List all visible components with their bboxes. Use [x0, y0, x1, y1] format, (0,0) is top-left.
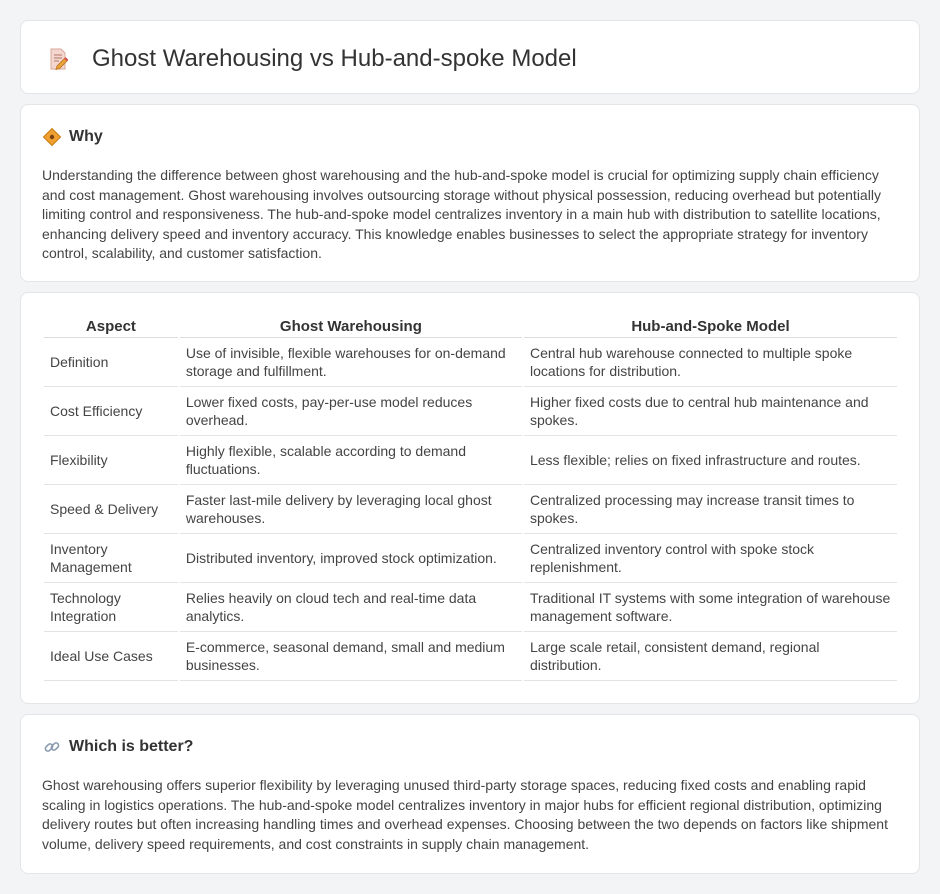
table-row: [44, 583, 897, 632]
table-row: [44, 632, 897, 681]
hub-cell: Traditional IT systems with some integration of warehouse management software.: [524, 583, 897, 632]
hub-cell: Less flexible; relies on fixed infrastructure and routes.: [524, 436, 897, 485]
aspect-cell: Ideal Use Cases: [44, 632, 178, 681]
table-row: [44, 436, 897, 485]
better-title: Which is better?: [69, 738, 194, 755]
header-ghost-warehousing: Ghost Warehousing: [180, 315, 522, 338]
ghost-cell: E-commerce, seasonal demand, small and medium businesses.: [180, 632, 522, 681]
hub-cell: Large scale retail, consistent demand, regional distribution.: [524, 632, 897, 681]
table-row: [44, 338, 897, 387]
hub-cell: Central hub warehouse connected to multiple spoke locations for distribution.: [524, 338, 897, 387]
hub-cell: Centralized processing may increase transit times to spokes.: [524, 485, 897, 534]
ghost-cell: Relies heavily on cloud tech and real-time data analytics.: [180, 583, 522, 632]
ghost-cell: Faster last-mile delivery by leveraging local ghost warehouses.: [180, 485, 522, 534]
hub-cell: Centralized inventory control with spoke stock replenishment.: [524, 534, 897, 583]
better-text: Ghost warehousing offers superior flexibility by leveraging unused third-party storage spaces, reducing fixed costs and enabling rapid scaling in logistics operations. The hub-and-spoke model centralizes inventory in major hubs for efficient regional distribution, optimizing delivery routes but often increasing handling times and overhead expenses. Choosing between the two depends on factors like shipment volume, delivery speed requirements, and cost constraints in supply chain management.: [42, 777, 888, 852]
aspect-cell: Inventory Management: [44, 534, 178, 583]
title-card: [20, 20, 920, 94]
aspect-cell: Definition: [44, 338, 178, 387]
memo-pencil-icon: [47, 47, 69, 71]
ghost-cell: Lower fixed costs, pay-per-use model reduces overhead.: [180, 387, 522, 436]
header-hub-and-spoke: Hub-and-Spoke Model: [524, 315, 897, 338]
header-aspect: Aspect: [44, 315, 178, 338]
why-heading: [43, 127, 103, 147]
table-row: [44, 534, 897, 583]
ghost-cell: Highly flexible, scalable according to demand fluctuations.: [180, 436, 522, 485]
hub-cell: Higher fixed costs due to central hub maintenance and spokes.: [524, 387, 897, 436]
comparison-table: [42, 315, 899, 681]
why-section: [20, 104, 920, 282]
better-heading: [43, 737, 193, 757]
why-title: Why: [69, 128, 103, 145]
table-row: [44, 387, 897, 436]
aspect-cell: Cost Efficiency: [44, 387, 178, 436]
aspect-cell: Speed & Delivery: [44, 485, 178, 534]
aspect-cell: Technology Integration: [44, 583, 178, 632]
table-header-row: [44, 315, 897, 338]
aspect-cell: Flexibility: [44, 436, 178, 485]
why-text: Understanding the difference between ghost warehousing and the hub-and-spoke model is crucial for optimizing supply chain efficiency and cost management. Ghost warehousing involves outsourcing storage without physical possession, reducing overhead but potentially limiting control and responsiveness. The hub-and-spoke model centralizes inventory in a main hub with distribution to satellite locations, enhancing delivery speed and inventory accuracy. This knowledge enables businesses to select the appropriate strategy for inventory control, scalability, and customer satisfaction.: [42, 167, 881, 261]
ghost-cell: Distributed inventory, improved stock optimization.: [180, 534, 522, 583]
page-title: Ghost Warehousing vs Hub-and-spoke Model: [92, 45, 577, 72]
link-icon: [43, 738, 61, 756]
diamond-sign-icon: [43, 128, 61, 146]
comparison-section: [20, 292, 920, 704]
which-is-better-section: [20, 714, 920, 874]
ghost-cell: Use of invisible, flexible warehouses for on-demand storage and fulfillment.: [180, 338, 522, 387]
table-row: [44, 485, 897, 534]
